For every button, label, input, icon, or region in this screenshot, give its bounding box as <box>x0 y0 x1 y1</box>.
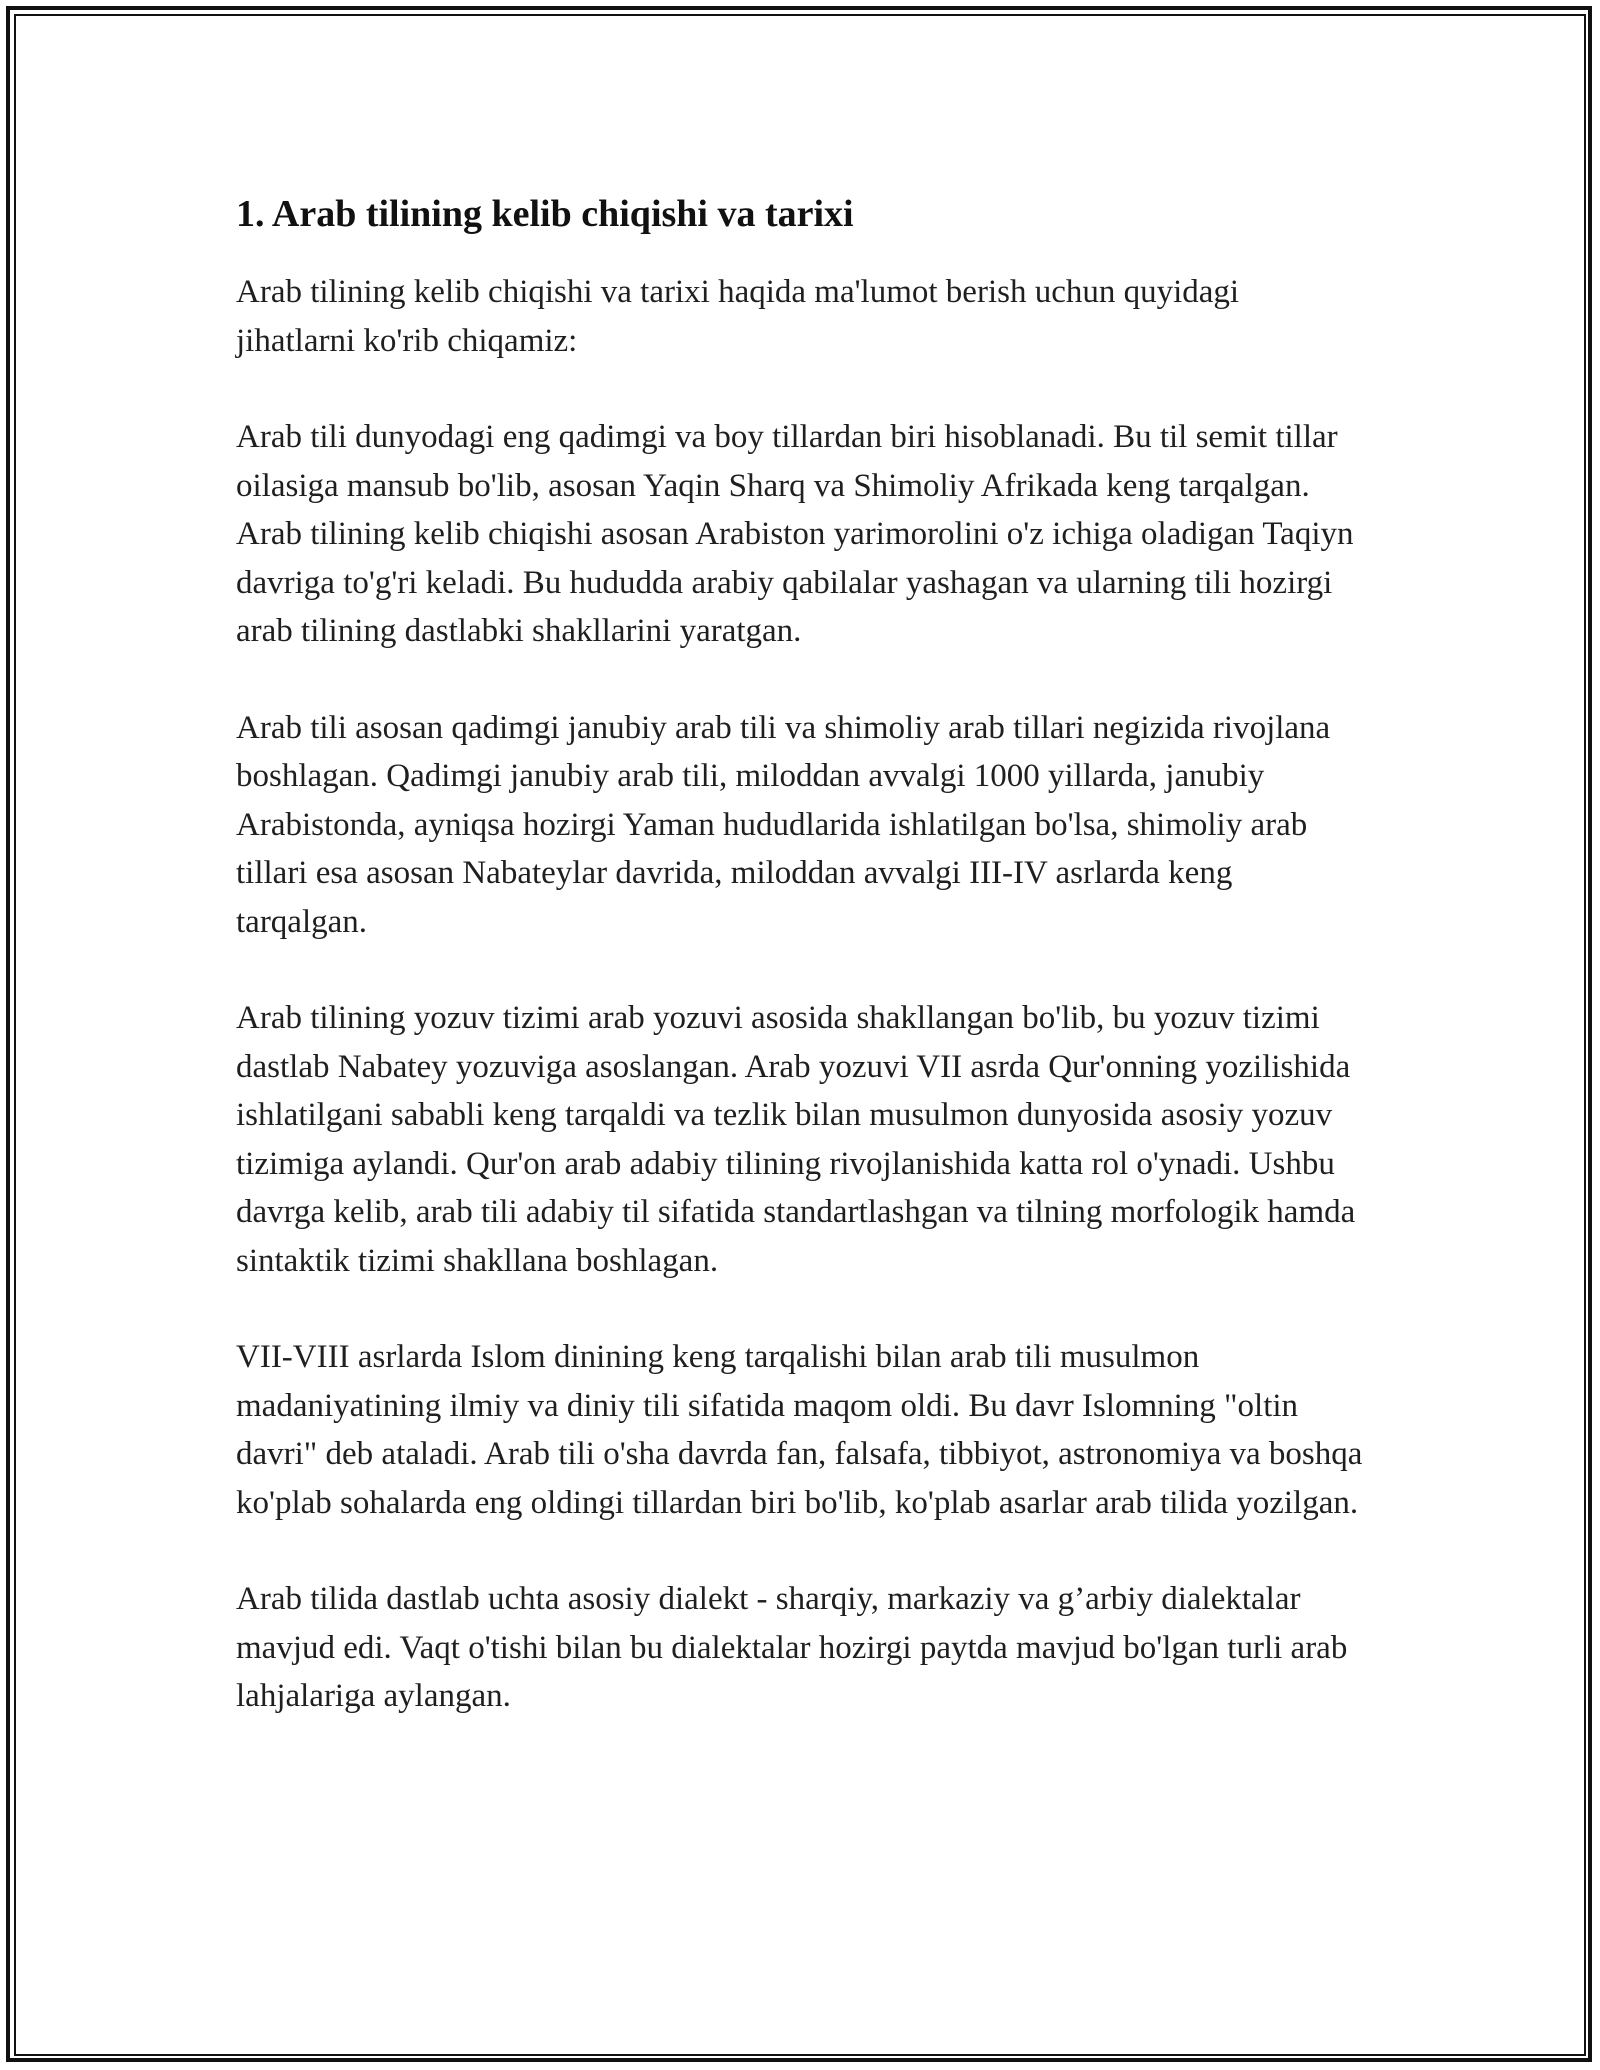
document-body <box>236 188 1366 1769</box>
paragraph-writing-system: Arab tilining yozuv tizimi arab yozuvi asosida shakllangan bo'lib, bu yozuv tizimi dastlab Nabatey yozuviga asoslangan. Arab yozuvi VII asrda Qur'onning yozilishida ishlatilgani sababli keng tarqaldi va tezlik bilan musulmon dunyosida asosiy yozuv tizimiga aylandi. Qur'on arab adabiy tilining rivojlanishida katta rol o'ynadi. Ushbu davrga kelib, arab tili adabiy til sifatida standartlashgan va tilning morfologik hamda sintaktik tizimi shakllana boshlagan. <box>236 1000 1356 1279</box>
paragraph-dialects: Arab tilida dastlab uchta asosiy dialekt - sharqiy, markaziy va g’arbiy dialektalar mavjud edi. Vaqt o'tishi bilan bu dialektalar hozirgi paytda mavjud bo'lgan turli arab lahjalariga aylangan. <box>236 1581 1348 1714</box>
paragraph-golden-age: VII-VIII asrlarda Islom dinining keng tarqalishi bilan arab tili musulmon madaniyatining ilmiy va diniy tili sifatida maqom oldi. Bu davr Islomning "oltin davri" deb ataladi. Arab tili o'sha davrda fan, falsafa, tibbiyot, astronomiya va boshqa ko'plab sohalarda eng oldingi tillardan biri bo'lib, ko'plab asarlar arab tilida yozilgan. <box>236 1339 1363 1521</box>
paragraph-origin: Arab tili dunyodagi eng qadimgi va boy tillardan biri hisoblanadi. Bu til semit tillar oilasiga mansub bo'lib, asosan Yaqin Sharq va Shimoliy Afrikada keng tarqalgan. Arab tilining kelib chiqishi asosan Arabiston yarimorolini o'z ichiga oladigan Taqiyn davriga to'g'ri keladi. Bu hududda arabiy qabilalar yashagan va ularning tili hozirgi arab tilining dastlabki shakllarini yaratgan. <box>236 419 1354 649</box>
paragraph-intro: Arab tilining kelib chiqishi va tarixi haqida ma'lumot berish uchun quyidagi jihatlarni ko'rib chiqamiz: <box>236 274 1240 359</box>
section-heading: 1. Arab tilining kelib chiqishi va tarixi <box>236 193 854 235</box>
paragraph-development: Arab tili asosan qadimgi janubiy arab tili va shimoliy arab tillari negizida rivojlana boshlagan. Qadimgi janubiy arab tili, miloddan avvalgi 1000 yillarda, janubiy Arabistonda, ayniqsa hozirgi Yaman hududlarida ishlatilgan bo'lsa, shimoliy arab tillari esa asosan Nabateylar davrida, miloddan avvalgi III-IV asrlarda keng tarqalgan. <box>236 709 1331 940</box>
